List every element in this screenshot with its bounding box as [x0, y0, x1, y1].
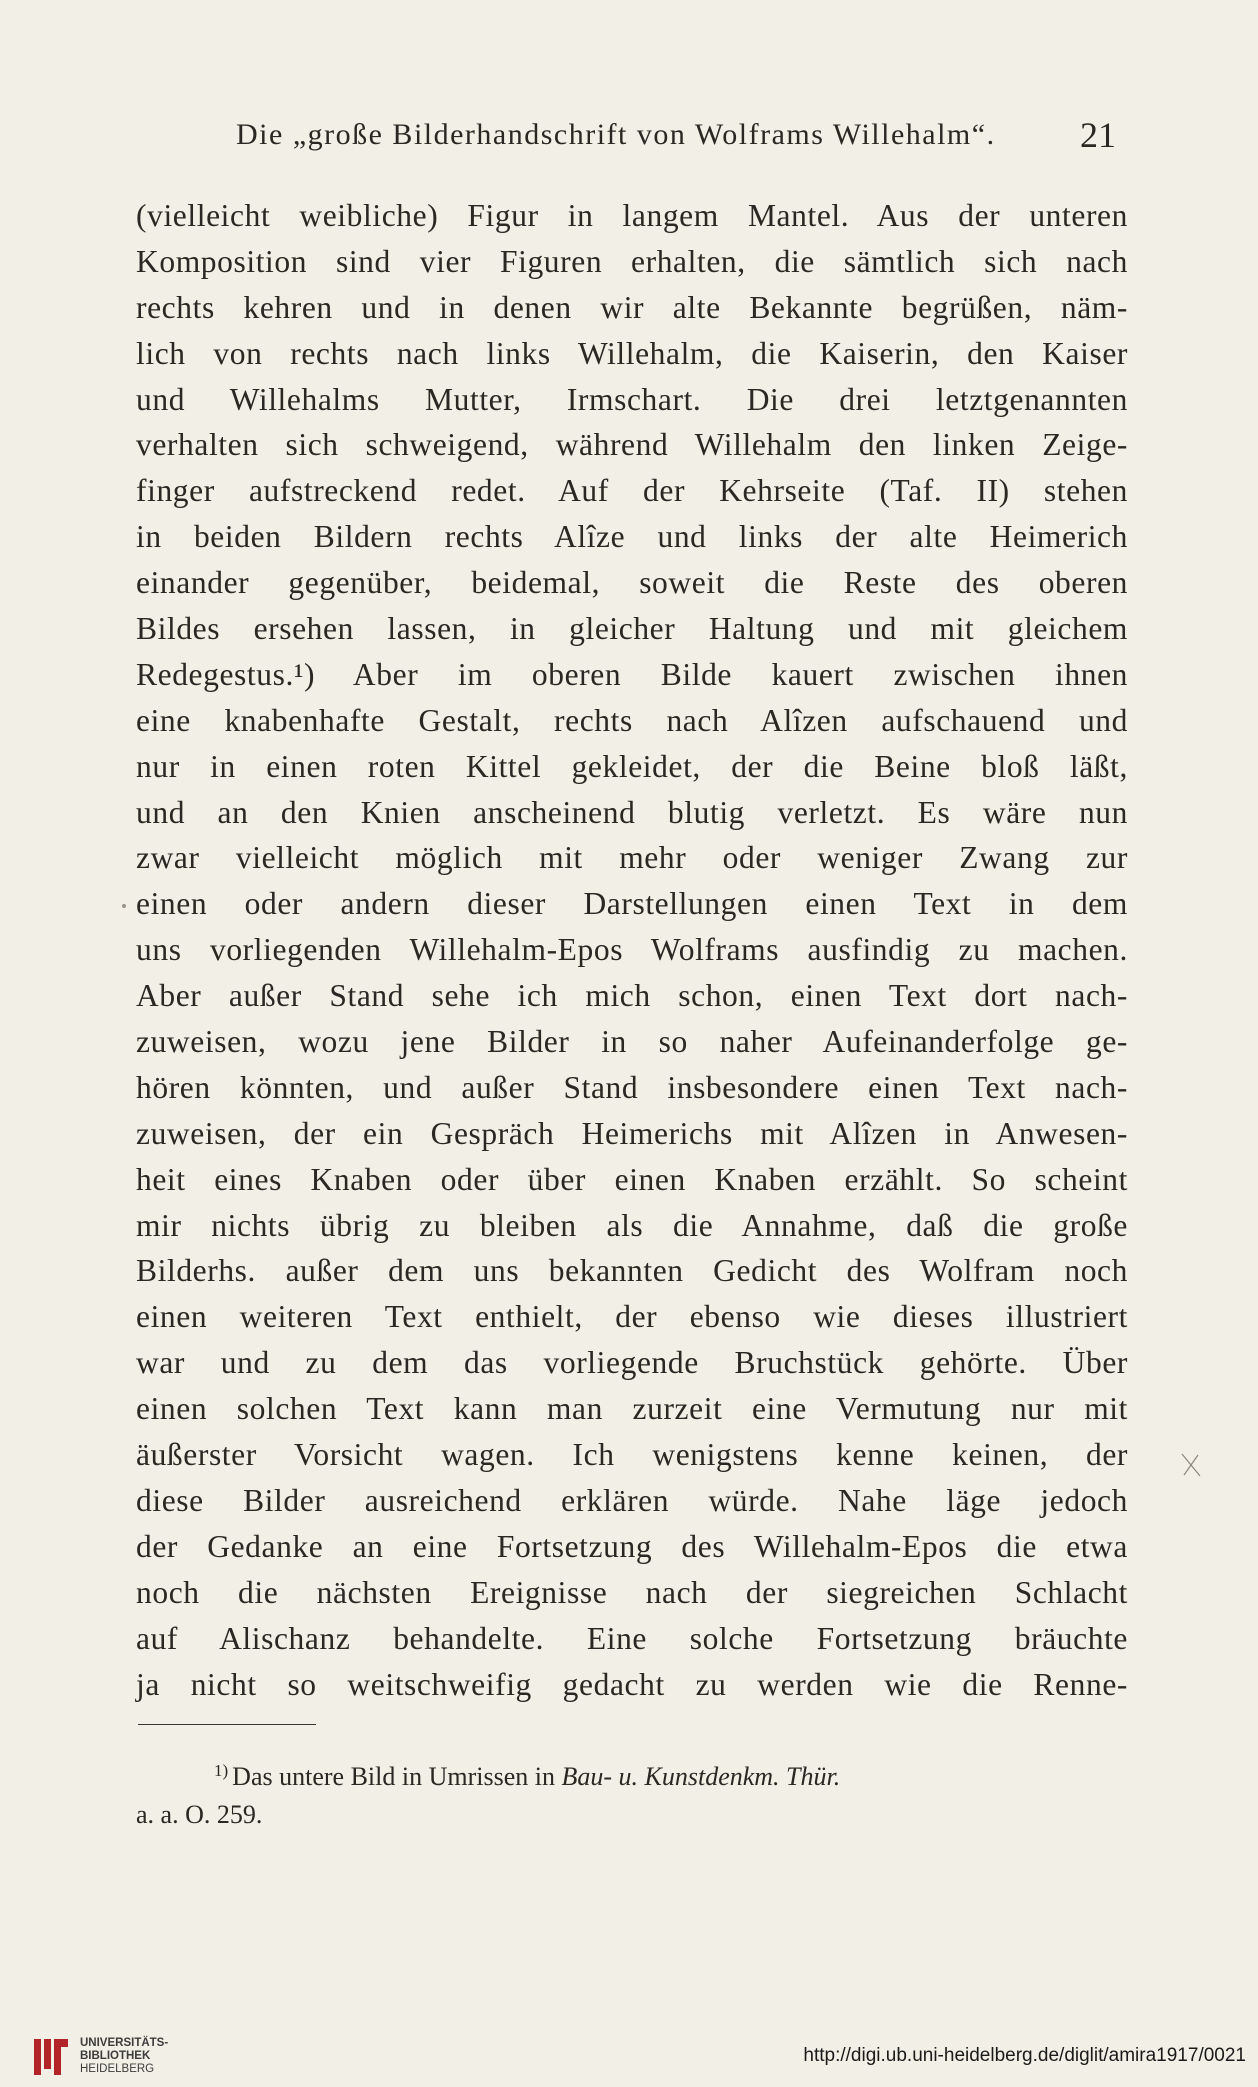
body-text: [136, 193, 1128, 1707]
logo-line: HEIDELBERG: [80, 2063, 155, 2075]
text-line: rechts kehren und in denen wir alte Bekannte begrüßen, näm-: [136, 289, 1128, 325]
text-line: verhalten sich schweigend, während Willehalm den linken Zeige-: [136, 427, 1128, 463]
footnote-citation: Bau- u. Kunstdenkm. Thür.: [561, 1762, 841, 1791]
footnote-marker: 1): [214, 1761, 229, 1780]
text-line: Bilderhs. außer dem uns bekannten Gedicht des Wolfram noch: [136, 1253, 1128, 1289]
footnote-line: [136, 1752, 1136, 1796]
source-url-link[interactable]: http://digi.ub.uni-heidelberg.de/diglit/amira1917/0021: [803, 2045, 1246, 2066]
text-line: diese Bilder ausreichend erklären würde. Nahe läge jedoch: [136, 1482, 1128, 1518]
footnote-text: Das untere Bild in Umrissen in: [232, 1762, 562, 1791]
footnote: [136, 1752, 1136, 1834]
text-line: und Willehalms Mutter, Irmschart. Die drei letztgenannten: [136, 381, 1128, 417]
text-line: in beiden Bildern rechts Alîze und links der alte Heimerich: [136, 519, 1128, 555]
text-line: einen oder andern dieser Darstellungen einen Text in dem: [136, 886, 1128, 922]
text-line: Bildes ersehen lassen, in gleicher Haltung und mit gleichem: [136, 611, 1128, 647]
text-line: Redegestus.¹) Aber im oberen Bilde kauert zwischen ihnen: [136, 656, 1128, 692]
page-number: 21: [1080, 115, 1116, 155]
text-line: noch die nächsten Ereignisse nach der siegreichen Schlacht: [136, 1574, 1128, 1610]
text-line: äußerster Vorsicht wagen. Ich wenigstens kenne keinen, der: [136, 1437, 1128, 1473]
library-logo-text: [80, 2037, 168, 2076]
text-line: finger aufstreckend redet. Auf der Kehrseite (Taf. II) stehen: [136, 473, 1128, 509]
text-line: lich von rechts nach links Willehalm, die Kaiserin, den Kaiser: [136, 335, 1128, 371]
pencil-cross-mark-icon: [1180, 1452, 1202, 1478]
text-line: eine knabenhafte Gestalt, rechts nach Alîzen aufschauend und: [136, 702, 1128, 738]
text-line: zwar vielleicht möglich mit mehr oder weniger Zwang zur: [136, 840, 1128, 876]
text-line: zuweisen, der ein Gespräch Heimerichs mit Alîzen in Anwesen-: [136, 1115, 1128, 1151]
text-line: Aber außer Stand sehe ich mich schon, einen Text dort nach-: [136, 978, 1128, 1014]
logo-line: BIBLIOTHEK: [80, 2050, 151, 2062]
page-header: [136, 115, 1126, 166]
library-logo-icon: [32, 2035, 72, 2079]
text-line: auf Alischanz behandelte. Eine solche Fortsetzung bräuchte: [136, 1620, 1128, 1656]
text-line: und an den Knien anscheinend blutig verletzt. Es wäre nun: [136, 794, 1128, 830]
text-line: zuweisen, wozu jene Bilder in so naher Aufeinanderfolge ge-: [136, 1024, 1128, 1060]
logo-line: UNIVERSITÄTS-: [80, 2037, 169, 2049]
text-line: uns vorliegenden Willehalm-Epos Wolframs ausfindig zu machen.: [136, 932, 1128, 968]
text-line: einen solchen Text kann man zurzeit eine Vermutung nur mit: [136, 1391, 1128, 1427]
margin-speck: [122, 904, 126, 908]
running-title: Die „große Bilderhandschrift von Wolframs Willehalm“.: [236, 118, 996, 151]
text-line: ja nicht so weitschweifig gedacht zu werden wie die Renne-: [136, 1666, 1128, 1702]
text-line: der Gedanke an eine Fortsetzung des Willehalm-Epos die etwa: [136, 1528, 1128, 1564]
text-line: mir nichts übrig zu bleiben als die Annahme, daß die große: [136, 1207, 1128, 1243]
text-line: einander gegenüber, beidemal, soweit die Reste des oberen: [136, 565, 1128, 601]
text-line: einen weiteren Text enthielt, der ebenso wie dieses illustriert: [136, 1299, 1128, 1335]
text-line: heit eines Knaben oder über einen Knaben erzählt. So scheint: [136, 1161, 1128, 1197]
footnote-rule: [138, 1724, 316, 1725]
text-line: Komposition sind vier Figuren erhalten, die sämtlich sich nach: [136, 243, 1128, 279]
text-line: nur in einen roten Kittel gekleidet, der die Beine bloß läßt,: [136, 748, 1128, 784]
text-line: (vielleicht weibliche) Figur in langem Mantel. Aus der unteren: [136, 198, 1128, 233]
footnote-continuation: a. a. O. 259.: [136, 1800, 263, 1829]
page-footer: [0, 2025, 1258, 2087]
text-line: hören könnten, und außer Stand insbesondere einen Text nach-: [136, 1069, 1128, 1105]
text-line: war und zu dem das vorliegende Bruchstück gehörte. Über: [136, 1345, 1128, 1381]
